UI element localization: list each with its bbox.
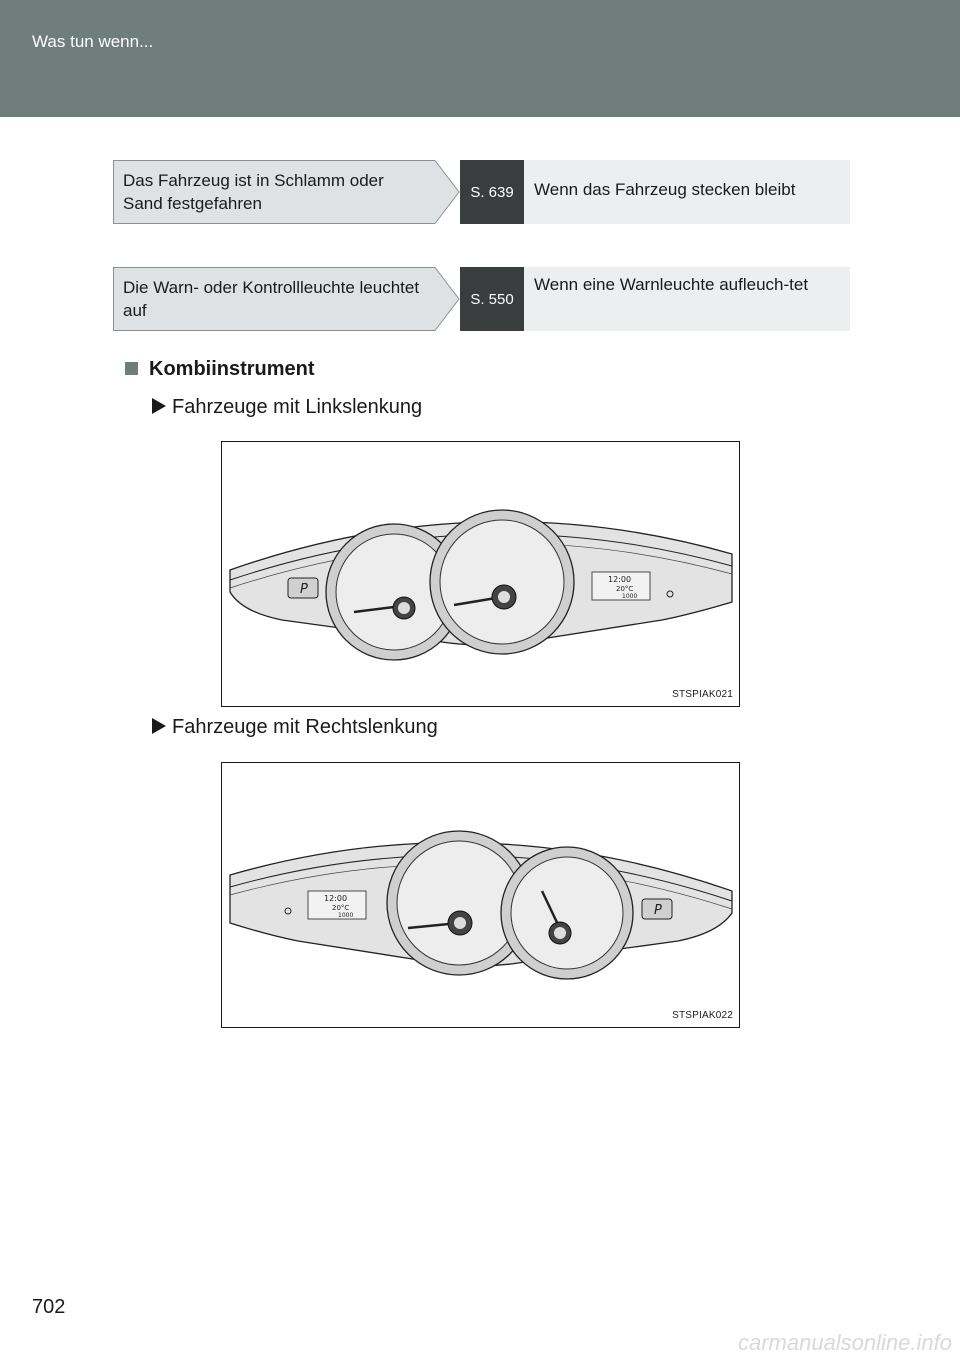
- page-reference-link[interactable]: S. 639: [460, 160, 524, 224]
- triangle-bullet-icon: [152, 718, 166, 734]
- display-temp: 20°C: [332, 904, 350, 912]
- svg-text:P: P: [300, 582, 308, 597]
- cause-text: Die Warn- oder Kontrollleuchte leuchtet auf: [123, 278, 420, 320]
- bullet-square-icon: [125, 362, 138, 375]
- variant-label-text: Fahrzeuge mit Linkslenkung: [172, 396, 423, 418]
- triangle-bullet-icon: [152, 398, 166, 414]
- instrument-cluster-rhd-drawing: [222, 763, 739, 1027]
- svg-text:P: P: [654, 903, 662, 918]
- display-time: 12:00: [324, 894, 348, 903]
- figure-code: STSPIAK022: [672, 1010, 733, 1021]
- variant-label: [152, 396, 422, 419]
- variant-label: [152, 716, 438, 739]
- cause-cell: [113, 267, 460, 331]
- display-temp: 20°C: [616, 585, 634, 593]
- instrument-cluster-figure-rhd: [221, 762, 740, 1028]
- section-title: Kombiinstrument: [149, 358, 315, 380]
- figure-code: STSPIAK021: [672, 689, 733, 700]
- cause-cell: [113, 160, 460, 224]
- cause-text: Das Fahrzeug ist in Schlamm oder Sand festgefahren: [123, 171, 384, 213]
- page-number: 702: [32, 1296, 66, 1318]
- page-reference-link[interactable]: S. 550: [460, 267, 524, 331]
- instrument-cluster-lhd-drawing: [222, 442, 739, 706]
- action-text: Wenn eine Warnleuchte aufleuch-tet: [534, 275, 809, 294]
- reference-row: [113, 267, 850, 331]
- instrument-cluster-figure-lhd: [221, 441, 740, 707]
- page-header: [0, 0, 960, 117]
- watermark: carmanualsonline.info: [737, 1330, 952, 1355]
- action-text: Wenn das Fahrzeug stecken bleibt: [534, 180, 796, 199]
- display-odo: 1000: [622, 593, 638, 600]
- section-heading: [125, 358, 315, 381]
- reference-row: [113, 160, 850, 224]
- variant-label-text: Fahrzeuge mit Rechtslenkung: [172, 716, 438, 738]
- display-time: 12:00: [608, 575, 632, 584]
- action-cell: [524, 160, 850, 224]
- display-odo: 1000: [338, 912, 354, 919]
- action-cell: [524, 267, 850, 331]
- header-title: Was tun wenn...: [32, 32, 154, 51]
